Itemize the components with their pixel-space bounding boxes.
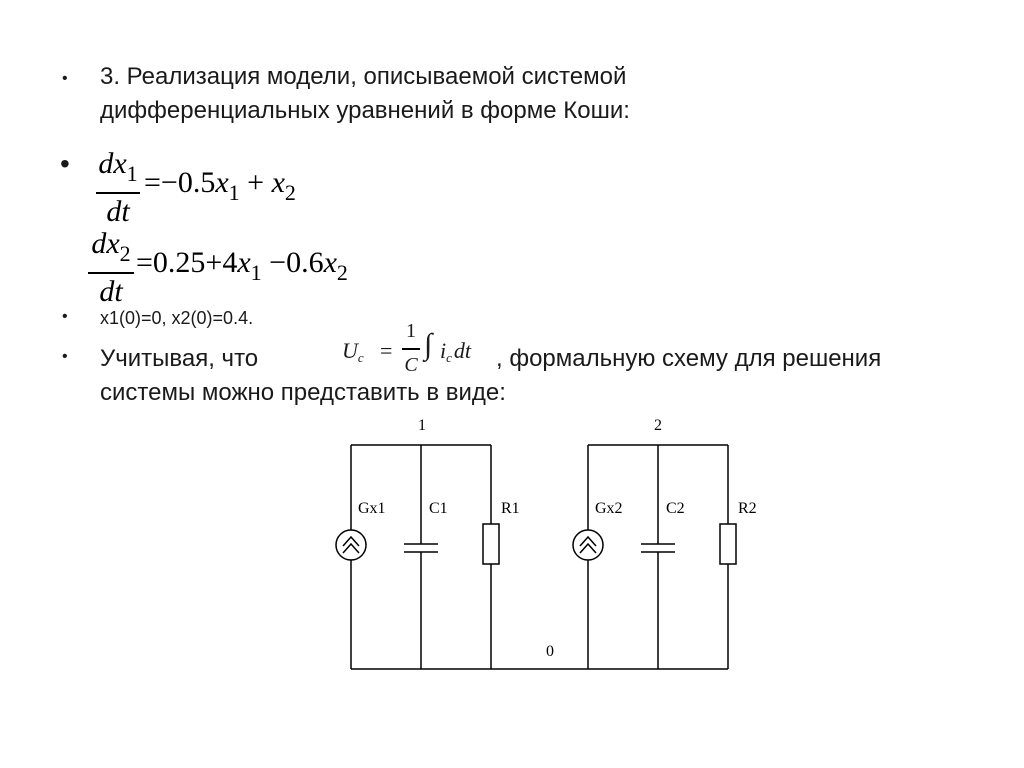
node-label-1: 1 xyxy=(418,417,426,434)
equation-1-rhs: $=-0.5x_1 + x_2$ xyxy=(144,166,296,205)
controlled-source-gx2 xyxy=(573,530,603,560)
resistor-r1 xyxy=(483,524,499,564)
node-label-0: 0 xyxy=(546,643,554,660)
paragraph-text-before: Учитывая, что xyxy=(100,345,259,372)
label-c1: C1 xyxy=(429,500,448,517)
bullet-marker: • xyxy=(60,148,70,179)
bullet-marker: • xyxy=(62,70,68,87)
equation-2-fraction: $dx_2$ dt xyxy=(88,226,134,310)
uc-formula: $U_c$ = 1 C ∫ $i_cdt$ xyxy=(342,320,472,376)
capacitor-c1 xyxy=(404,544,438,552)
label-c2: C2 xyxy=(666,500,685,517)
label-r2: R2 xyxy=(738,500,757,517)
label-gx2: Gx2 xyxy=(595,500,623,517)
node-label-2: 2 xyxy=(654,417,662,434)
bullet-marker: • xyxy=(62,348,68,365)
equation-2-rhs: $=0.25+4x_1 -0.6x_2$ xyxy=(136,246,348,285)
initial-conditions: x1(0)=0, x2(0)=0.4. xyxy=(100,308,254,328)
label-gx1: Gx1 xyxy=(358,500,386,517)
circuit-wires xyxy=(351,445,728,669)
label-r1: R1 xyxy=(501,500,520,517)
controlled-source-gx1 xyxy=(336,530,366,560)
capacitor-c2 xyxy=(641,544,675,552)
bullet-marker: • xyxy=(62,308,68,325)
resistor-r2 xyxy=(720,524,736,564)
paragraph-text-after: , формальную схему для решения системы можно представить в виде: xyxy=(100,345,882,406)
equation-1-fraction: $dx_1$ dt xyxy=(96,146,140,230)
paragraph-intro: 3. Реализация модели, описываемой системой дифференциальных уравнений в форме Коши: xyxy=(100,63,630,124)
